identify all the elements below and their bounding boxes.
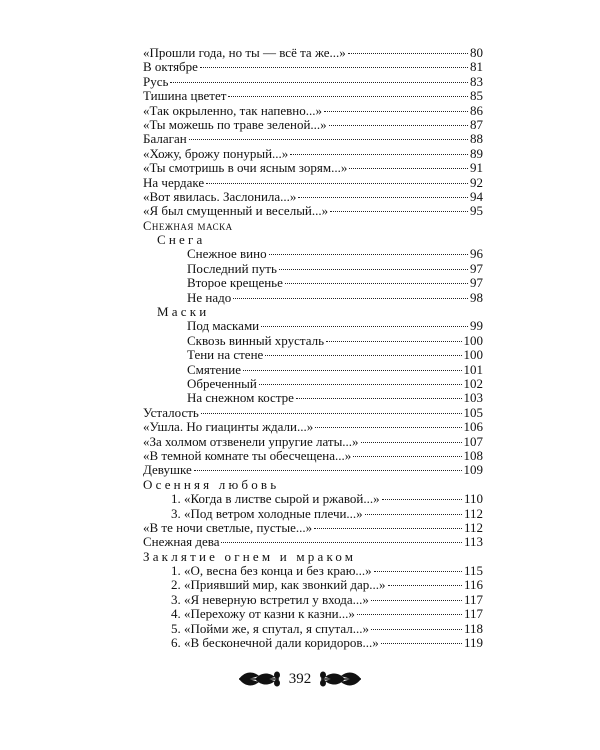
dot-leader [261, 326, 468, 327]
toc-entry-page: 86 [470, 102, 483, 118]
dot-leader [243, 370, 461, 371]
toc-entry-page: 99 [470, 318, 483, 334]
dot-leader [324, 111, 468, 112]
toc-entry-page: 112 [463, 505, 483, 521]
toc-entry-title: Осенняя любовь [143, 476, 280, 492]
toc-entry-page: 112 [463, 519, 483, 535]
toc-entry-title: На снежном костре [187, 390, 294, 406]
toc-entry-page: 88 [470, 131, 483, 147]
toc-entry-title: «Хожу, брожу понурый...» [143, 145, 289, 161]
toc-entry [143, 521, 483, 535]
toc-entry-page: 113 [463, 534, 483, 550]
toc-entry [143, 334, 483, 348]
toc-entry [143, 118, 483, 132]
page-footer [0, 664, 600, 694]
dot-leader [361, 442, 462, 443]
dot-leader [201, 413, 462, 414]
toc-entry [143, 607, 483, 621]
dot-leader [265, 355, 461, 356]
dot-leader [228, 96, 468, 97]
toc-entry [143, 147, 483, 161]
toc-entry-page: 117 [463, 606, 483, 622]
acorn-leaf-ornament-icon [319, 668, 363, 690]
toc-entry-title: «Прошли года, но ты — всё та же...» [143, 45, 346, 60]
toc-entry-page: 81 [470, 59, 483, 75]
toc-entry-title: Сквозь винный хрусталь [187, 332, 325, 348]
toc-entry-page: 119 [463, 635, 483, 651]
dot-leader [326, 341, 461, 342]
toc-entry-title: Под масками [187, 318, 260, 334]
toc-entry-title: 1. «Когда в листве сырой и ржавой...» [171, 491, 380, 507]
toc-entry-page: 87 [470, 116, 483, 132]
toc-entry-title: Балаган [143, 131, 187, 147]
toc-entry-title: Усталость [143, 404, 199, 420]
toc-entry-page: 110 [463, 491, 483, 507]
dot-leader [233, 298, 468, 299]
toc-entry-title: Снежная маска [143, 218, 233, 233]
toc-entry [143, 435, 483, 449]
dot-leader [382, 499, 462, 500]
toc-entry-page: 97 [470, 260, 483, 276]
toc-entry-title: Не надо [187, 289, 232, 305]
toc-entry-page: 115 [463, 563, 483, 579]
toc-entry [143, 219, 483, 233]
toc-entry-title: Снежное вино [187, 246, 267, 262]
toc-entry-title: «Я был смущенный и веселый...» [143, 203, 329, 219]
toc-entry-title: На чердаке [143, 174, 205, 190]
toc-entry-page: 97 [470, 275, 483, 291]
toc-entry-page: 96 [470, 246, 483, 262]
toc-entry-page: 106 [463, 419, 483, 435]
toc-entry-title: «Вот явилась. Заслонила...» [143, 188, 297, 204]
dot-leader [374, 571, 462, 572]
toc-entry [143, 550, 483, 564]
toc-entry [143, 507, 483, 521]
toc-entry [143, 262, 483, 276]
toc-entry-page: 83 [470, 73, 483, 89]
toc-entry [143, 535, 483, 549]
toc-entry-title: «Ты смотришь в очи ясным зорям...» [143, 160, 348, 176]
toc-entry-title: Снежная дева [143, 534, 220, 550]
dot-leader [221, 542, 462, 543]
dot-leader [296, 398, 462, 399]
dot-leader [189, 139, 468, 140]
toc-entry [143, 478, 483, 492]
toc-entry-page: 118 [463, 620, 483, 636]
dot-leader [206, 183, 468, 184]
toc-entry [143, 463, 483, 477]
toc-entry [143, 233, 483, 247]
dot-leader [381, 643, 462, 644]
toc-entry-page: 116 [463, 577, 483, 593]
dot-leader [330, 211, 468, 212]
dot-leader [353, 456, 461, 457]
dot-leader [371, 600, 462, 601]
toc-entry [143, 132, 483, 146]
dot-leader [315, 427, 461, 428]
toc-entry [143, 636, 483, 650]
dot-leader [314, 528, 462, 529]
toc-entry-page: 89 [470, 145, 483, 161]
toc-entry-page: 94 [470, 188, 483, 204]
toc-entry [143, 305, 483, 319]
page-number: 392 [288, 670, 312, 687]
toc-entry-title: 2. «Приявший мир, как звонкий дар...» [171, 577, 386, 593]
toc-entry [143, 363, 483, 377]
toc-entry-page: 95 [470, 203, 483, 219]
dot-leader [388, 585, 462, 586]
toc-entry-page: 98 [470, 289, 483, 305]
toc-entry-page: 117 [463, 591, 483, 607]
toc-entry [143, 593, 483, 607]
dot-leader [298, 197, 468, 198]
dot-leader [279, 269, 468, 270]
dot-leader [269, 254, 468, 255]
toc-entry-title: Второе крещенье [187, 275, 283, 291]
toc-entry-title: 1. «О, весна без конца и без краю...» [171, 563, 372, 579]
toc-entry-title: 3. «Под ветром холодные плечи...» [171, 505, 363, 521]
toc-entry-title: «В темной комнате ты обесчещена...» [143, 447, 352, 463]
toc-entry-page: 108 [463, 447, 483, 463]
table-of-contents [143, 46, 483, 650]
toc-entry-title: В октябре [143, 59, 198, 75]
toc-entry [143, 46, 483, 60]
toc-entry [143, 348, 483, 362]
dot-leader [357, 614, 462, 615]
toc-entry [143, 190, 483, 204]
toc-entry-page: 102 [463, 375, 483, 391]
acorn-leaf-ornament-icon [237, 668, 281, 690]
toc-entry [143, 319, 483, 333]
toc-entry-title: 4. «Перехожу от казни к казни...» [171, 606, 355, 622]
dot-leader [170, 82, 468, 83]
toc-entry [143, 104, 483, 118]
toc-entry [143, 247, 483, 261]
toc-entry [143, 161, 483, 175]
toc-entry-page: 100 [463, 347, 483, 363]
toc-entry-page: 92 [470, 174, 483, 190]
toc-entry [143, 176, 483, 190]
dot-leader [348, 53, 468, 54]
toc-entry-page: 85 [470, 88, 483, 104]
toc-entry-title: «За холмом отзвенели упругие латы...» [143, 433, 359, 449]
toc-entry-page: 103 [463, 390, 483, 406]
toc-entry-page: 80 [470, 45, 483, 60]
toc-entry-title: Обреченный [187, 375, 257, 391]
toc-entry [143, 492, 483, 506]
dot-leader [329, 125, 468, 126]
toc-entry-page: 101 [463, 361, 483, 377]
toc-entry [143, 449, 483, 463]
toc-entry-title: Тишина цветет [143, 88, 227, 104]
toc-entry-title: Смятение [187, 361, 242, 377]
toc-entry-title: «В те ночи светлые, пустые...» [143, 519, 313, 535]
toc-entry-title: 3. «Я неверную встретил у входа...» [171, 591, 369, 607]
dot-leader [365, 514, 462, 515]
dot-leader [200, 67, 468, 68]
toc-entry [143, 622, 483, 636]
toc-entry [143, 420, 483, 434]
toc-entry [143, 391, 483, 405]
dot-leader [285, 283, 468, 284]
dot-leader [194, 470, 462, 471]
toc-entry-title: Последний путь [187, 260, 277, 276]
toc-entry-page: 105 [463, 404, 483, 420]
toc-entry-title: Русь [143, 73, 169, 89]
toc-entry [143, 204, 483, 218]
toc-entry-page: 109 [463, 462, 483, 478]
toc-entry-page: 100 [463, 332, 483, 348]
toc-entry [143, 406, 483, 420]
toc-entry-title: «Так окрыленно, так напевно...» [143, 102, 322, 118]
toc-entry-title: 5. «Пойми же, я спутал, я спутал...» [171, 620, 369, 636]
toc-entry-title: Девушке [143, 462, 192, 478]
toc-entry-page: 91 [470, 160, 483, 176]
toc-entry-page: 107 [463, 433, 483, 449]
toc-entry-title: «Ушла. Но гиацинты ждали...» [143, 419, 314, 435]
toc-entry [143, 377, 483, 391]
toc-entry-title: Маски [157, 304, 210, 320]
dot-leader [349, 168, 468, 169]
toc-entry-title: 6. «В бесконечной дали коридоров...» [171, 635, 379, 651]
toc-entry [143, 60, 483, 74]
toc-entry-title: Заклятие огнем и мраком [143, 548, 357, 564]
toc-entry-title: Тени на стене [187, 347, 264, 363]
toc-entry [143, 564, 483, 578]
dot-leader [259, 384, 462, 385]
toc-entry-title: «Ты можешь по траве зеленой...» [143, 116, 327, 132]
toc-entry [143, 75, 483, 89]
toc-entry [143, 291, 483, 305]
toc-entry [143, 89, 483, 103]
toc-entry [143, 276, 483, 290]
toc-entry [143, 578, 483, 592]
dot-leader [371, 629, 462, 630]
dot-leader [290, 154, 468, 155]
toc-entry-title: Снега [157, 232, 206, 248]
